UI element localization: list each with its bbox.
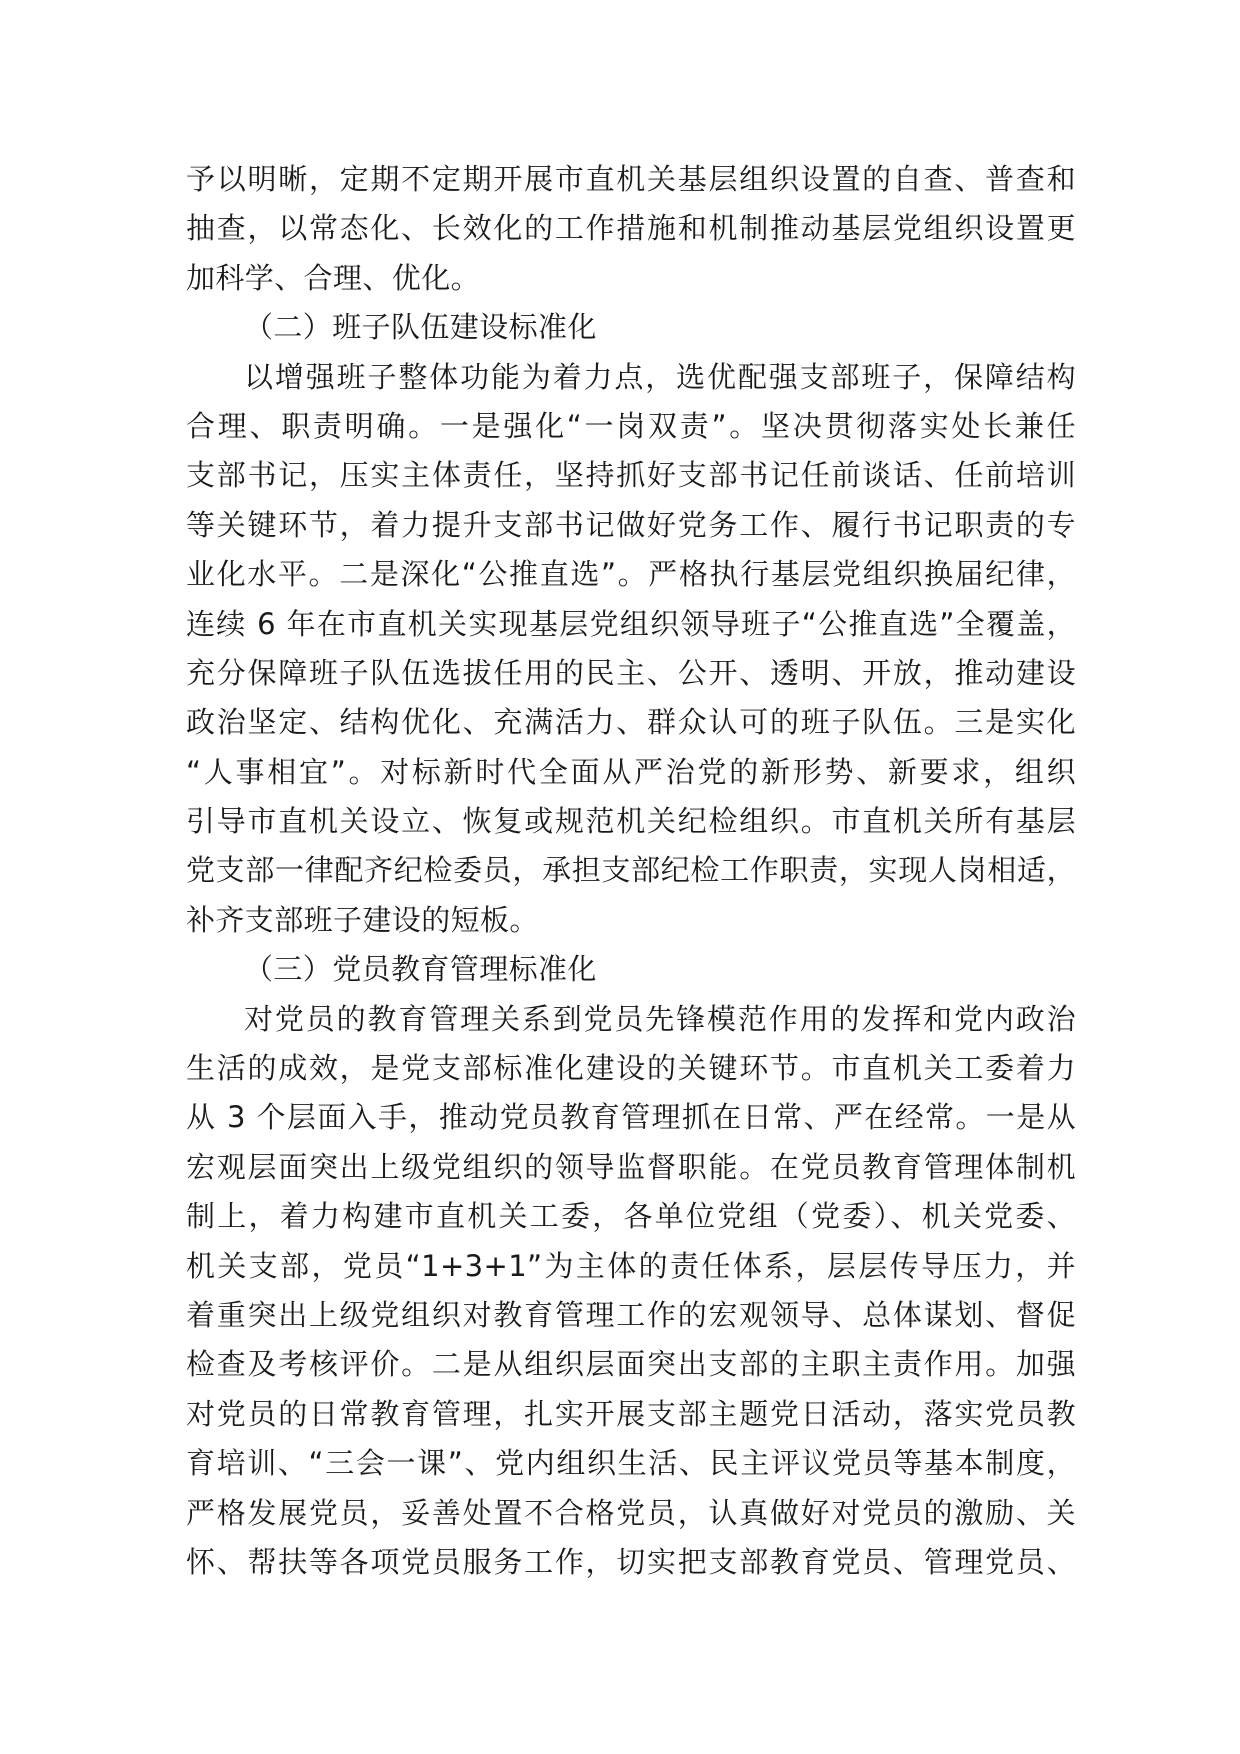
text-line: 合理、职责明确。一是强化“一岗双责”。坚决贯彻落实处长兼任 (186, 408, 1076, 443)
text-line: 机关支部，党员“1+3+1”为主体的责任体系，层层传导压力，并 (186, 1248, 1076, 1283)
text-line: 从 3 个层面入手，推动党员教育管理抓在日常、严在经常。一是从 (186, 1100, 1076, 1135)
text-line: 加科学、合理、优化。 (186, 260, 481, 295)
text-line: 宏观层面突出上级党组织的领导监督职能。在党员教育管理体制机 (186, 1149, 1076, 1184)
text-line: 予以明晰，定期不定期开展市直机关基层组织设置的自查、普查和 (186, 162, 1076, 196)
text-line: “人事相宜”。对标新时代全面从严治党的新形势、新要求，组织 (186, 754, 1076, 789)
text-line: 等关键环节，着力提升支部书记做好党务工作、履行书记职责的专 (186, 507, 1076, 542)
text-line: 连续 6 年在市直机关实现基层党组织领导班子“公推直选”全覆盖， (186, 606, 1076, 641)
text-line: 以增强班子整体功能为着力点，选优配强支部班子，保障结构 (244, 359, 1076, 394)
text-line: 党支部一律配齐纪检委员，承担支部纪检工作职责，实现人岗相适， (186, 853, 1076, 888)
text-line: 生活的成效，是党支部标准化建设的关键环节。市直机关工委着力 (186, 1051, 1076, 1086)
text-line: 着重突出上级党组织对教育管理工作的宏观领导、总体谋划、督促 (186, 1297, 1076, 1332)
text-line: 补齐支部班子建设的短板。 (186, 902, 539, 937)
text-line: 充分保障班子队伍选拔任用的民主、公开、透明、开放，推动建设 (186, 655, 1076, 690)
section-heading: （二）班子队伍建设标准化 (244, 310, 597, 345)
body-text (186, 155, 1076, 1587)
text-line: 对党员的日常教育管理，扎实开展支部主题党日活动，落实党员教 (186, 1396, 1076, 1431)
text-line: 抽查，以常态化、长效化的工作措施和机制推动基层党组织设置更 (186, 211, 1076, 246)
text-line: 政治坚定、结构优化、充满活力、群众认可的班子队伍。三是实化 (186, 705, 1076, 740)
text-line: 制上，着力构建市直机关工委，各单位党组（党委）、机关党委、 (186, 1199, 1076, 1234)
section-heading: （三）党员教育管理标准化 (244, 952, 597, 987)
text-line: 支部书记，压实主体责任，坚持抓好支部书记任前谈话、任前培训 (186, 458, 1076, 493)
text-line: 对党员的教育管理关系到党员先锋模范作用的发挥和党内政治 (244, 1001, 1076, 1036)
text-line: 引导市直机关设立、恢复或规范机关纪检组织。市直机关所有基层 (186, 804, 1076, 839)
text-line: 严格发展党员，妥善处置不合格党员，认真做好对党员的激励、关 (186, 1495, 1076, 1530)
text-line: 育培训、“三会一课”、党内组织生活、民主评议党员等基本制度， (186, 1446, 1076, 1481)
text-line: 怀、帮扶等各项党员服务工作，切实把支部教育党员、管理党员、 (186, 1544, 1076, 1579)
text-line: 检查及考核评价。二是从组织层面突出支部的主职主责作用。加强 (186, 1347, 1076, 1382)
text-line: 业化水平。二是深化“公推直选”。严格执行基层党组织换届纪律， (186, 557, 1076, 592)
